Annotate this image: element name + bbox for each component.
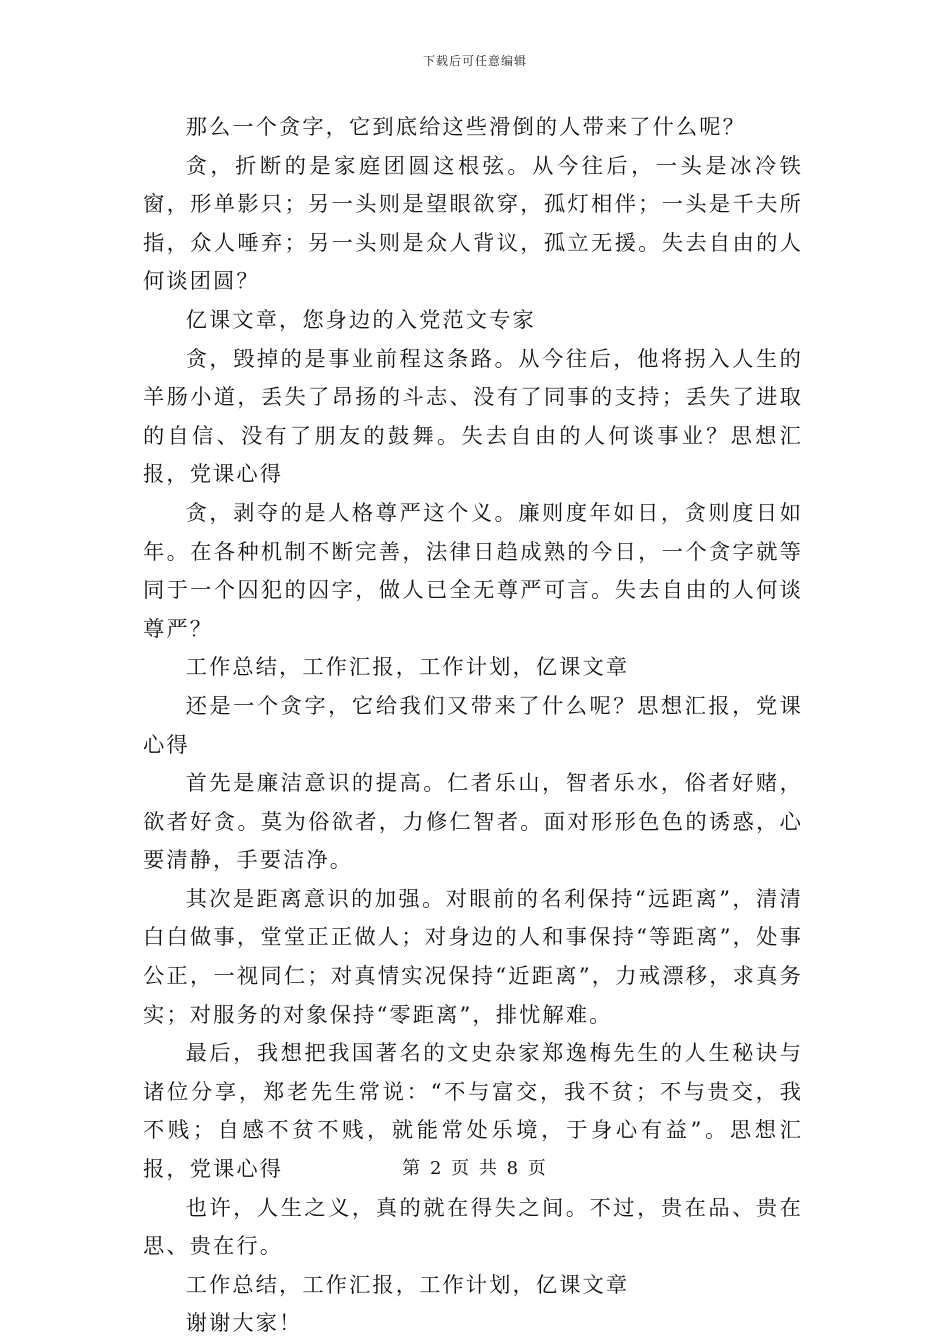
paragraph: 其次是距离意识的加强。对眼前的名利保持“远距离”，清清白白做事，堂堂正正做人；对身边的人和事保持“等距离”，处事公正，一视同仁；对真情实况保持“近距离”，力戒漂移，求真务实；对服务的对象保持“零距离”，排忧解难。 (143, 886, 803, 1028)
paragraph: 还是一个贪字，它给我们又带来了什么呢？思想汇报，党课心得 (143, 693, 803, 758)
paragraph: 贪，毁掉的是事业前程这条路。从今往后，他将拐入人生的羊肠小道，丢失了昂扬的斗志、没有了同事的支持；丢失了进取的自信、没有了朋友的鼓舞。失去自由的人何谈事业？思想汇报，党课心得 (143, 346, 803, 488)
paragraph: 亿课文章，您身边的入党范文专家 (185, 307, 536, 333)
paragraph: 首先是廉洁意识的提高。仁者乐山，智者乐水，俗者好赌，欲者好贪。莫为俗欲者，力修仁智者。面对形形色色的诱惑，心要清静，手要洁净。 (143, 771, 803, 874)
paragraph: 贪，折断的是家庭团圆这根弦。从今往后，一头是冰冷铁窗，形单影只；另一头则是望眼欲穿，孤灯相伴；一头是千夫所指，众人唾弃；另一头则是众人背议，孤立无援。失去自由的人何谈团圆？ (143, 153, 803, 295)
page-number: 第 2 页 共 8 页 (402, 1158, 548, 1179)
paragraph: 工作总结，工作汇报，工作计划，亿课文章 (185, 655, 630, 681)
page-header: 下载后可任意编辑 (422, 54, 527, 68)
paragraph: 最后，我想把我国著名的文史杂家郑逸梅先生的人生秘诀与诸位分享，郑老先生常说：“不与富交，我不贫；不与贵交，我不贱；自感不贫不贱，就能常处乐境，于身心有益”。思想汇报，党课心得 (143, 1041, 803, 1183)
paragraph: 那么一个贪字，它到底给这些滑倒的人带来了什么呢？ (185, 115, 746, 140)
paragraph: 也许，人生之义，真的就在得失之间。不过，贵在品、贵在思、贵在行。 (143, 1195, 803, 1260)
paragraph: 谢谢大家！ (185, 1311, 303, 1337)
paragraph: 贪，剥夺的是人格尊严这个义。廉则度年如日，贪则度日如年。在各种机制不断完善，法律日趋成熟的今日，一个贪字就等同于一个囚犯的囚字，做人已全无尊严可言。失去自由的人何谈尊严？ (143, 500, 803, 642)
paragraph: 工作总结，工作汇报，工作计划，亿课文章 (185, 1272, 630, 1298)
